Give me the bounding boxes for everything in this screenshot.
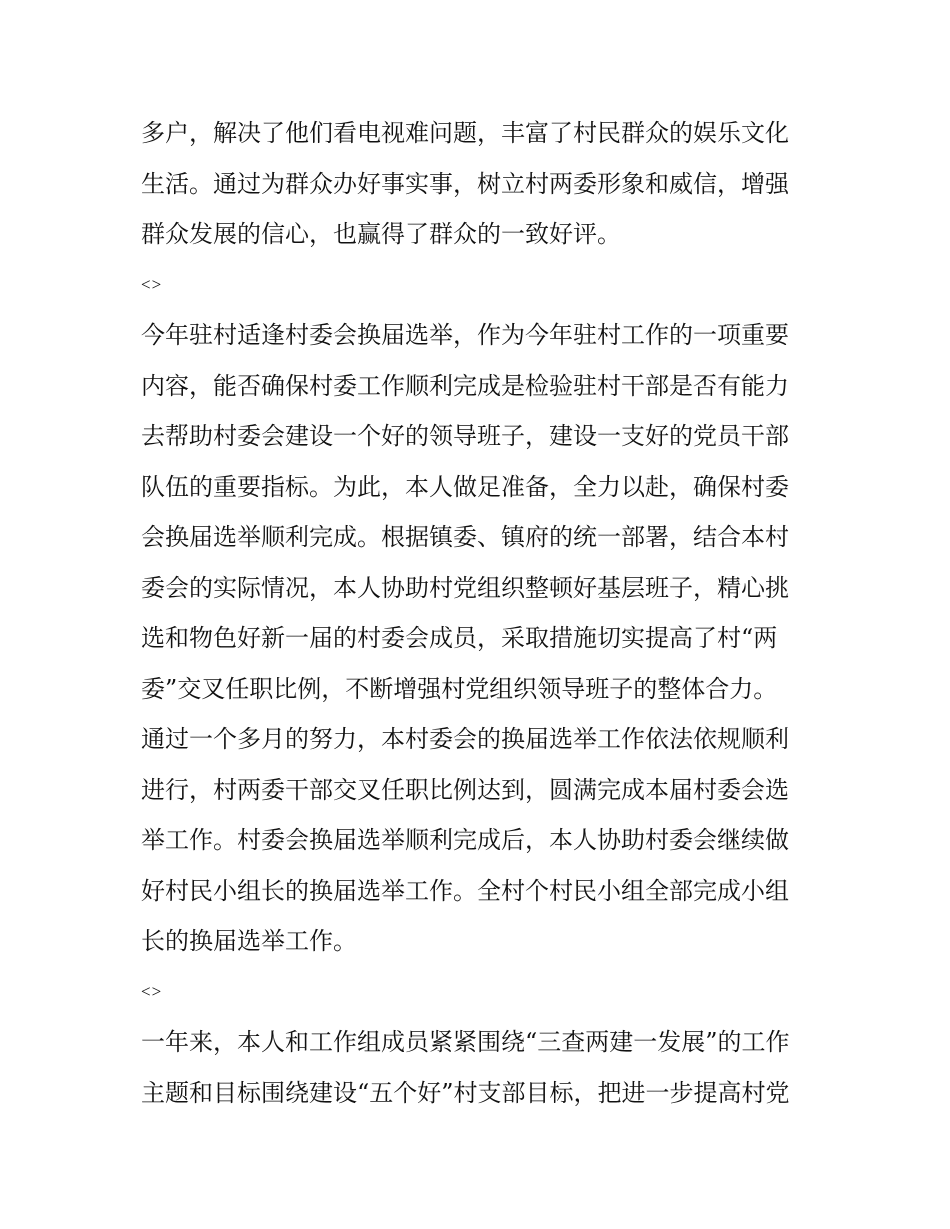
paragraph-line: 生活。通过为群众办好事实事，树立村两委形象和威信，增强 [141, 169, 789, 198]
paragraph-line: 多户，解决了他们看电视难问题，丰富了村民群众的娱乐文化 [141, 119, 789, 147]
paragraph-line: 进行，村两委干部交叉任职比例达到，圆满完成本届村委会选 [141, 775, 789, 804]
document-body [141, 108, 821, 1118]
paragraph-1 [141, 108, 821, 260]
paragraph-line: 举工作。村委会换届选举顺利完成后，本人协助村委会继续做 [141, 826, 789, 854]
paragraph-line: 群众发展的信心，也赢得了群众的一致好评。 [141, 220, 621, 248]
paragraph-2 [141, 310, 821, 967]
paragraph-line: 委会的实际情况，本人协助村党组织整顿好基层班子，精心挑 [141, 573, 789, 602]
paragraph-line: 今年驻村适逢村委会换届选举，作为今年驻村工作的一项重要 [141, 321, 789, 349]
paragraph-line: 内容，能否确保村委工作顺利完成是检验驻村干部是否有能力 [141, 371, 789, 400]
paragraph-3 [141, 1017, 821, 1118]
paragraph-line: 长的换届选举工作。 [141, 927, 357, 955]
paragraph-line: 委”交叉任职比例，不断增强村党组织领导班子的整体合力。 [141, 674, 778, 703]
paragraph-line: 主题和目标围绕建设“五个好”村支部目标，把进一步提高村党 [141, 1078, 790, 1107]
paragraph-line: 去帮助村委会建设一个好的领导班子，建设一支好的党员干部 [141, 422, 789, 450]
paragraph-line: 好村民小组长的换届选举工作。全村个村民小组全部完成小组 [141, 876, 789, 905]
paragraph-line: 队伍的重要指标。为此，本人做足准备，全力以赴，确保村委 [141, 472, 789, 501]
paragraph-line: 选和物色好新一届的村委会成员，采取措施切实提高了村“两 [141, 624, 778, 652]
paragraph-line: 一年来，本人和工作组成员紧紧围绕“三查两建一发展”的工作 [141, 1028, 790, 1056]
paragraph-line: 会换届选举顺利完成。根据镇委、镇府的统一部署，结合本村 [141, 523, 789, 551]
section-marker: <> [141, 981, 163, 1001]
section-marker: <> [141, 274, 163, 294]
paragraph-line: 通过一个多月的努力，本村委会的换届选举工作依法依规顺利 [141, 725, 789, 753]
